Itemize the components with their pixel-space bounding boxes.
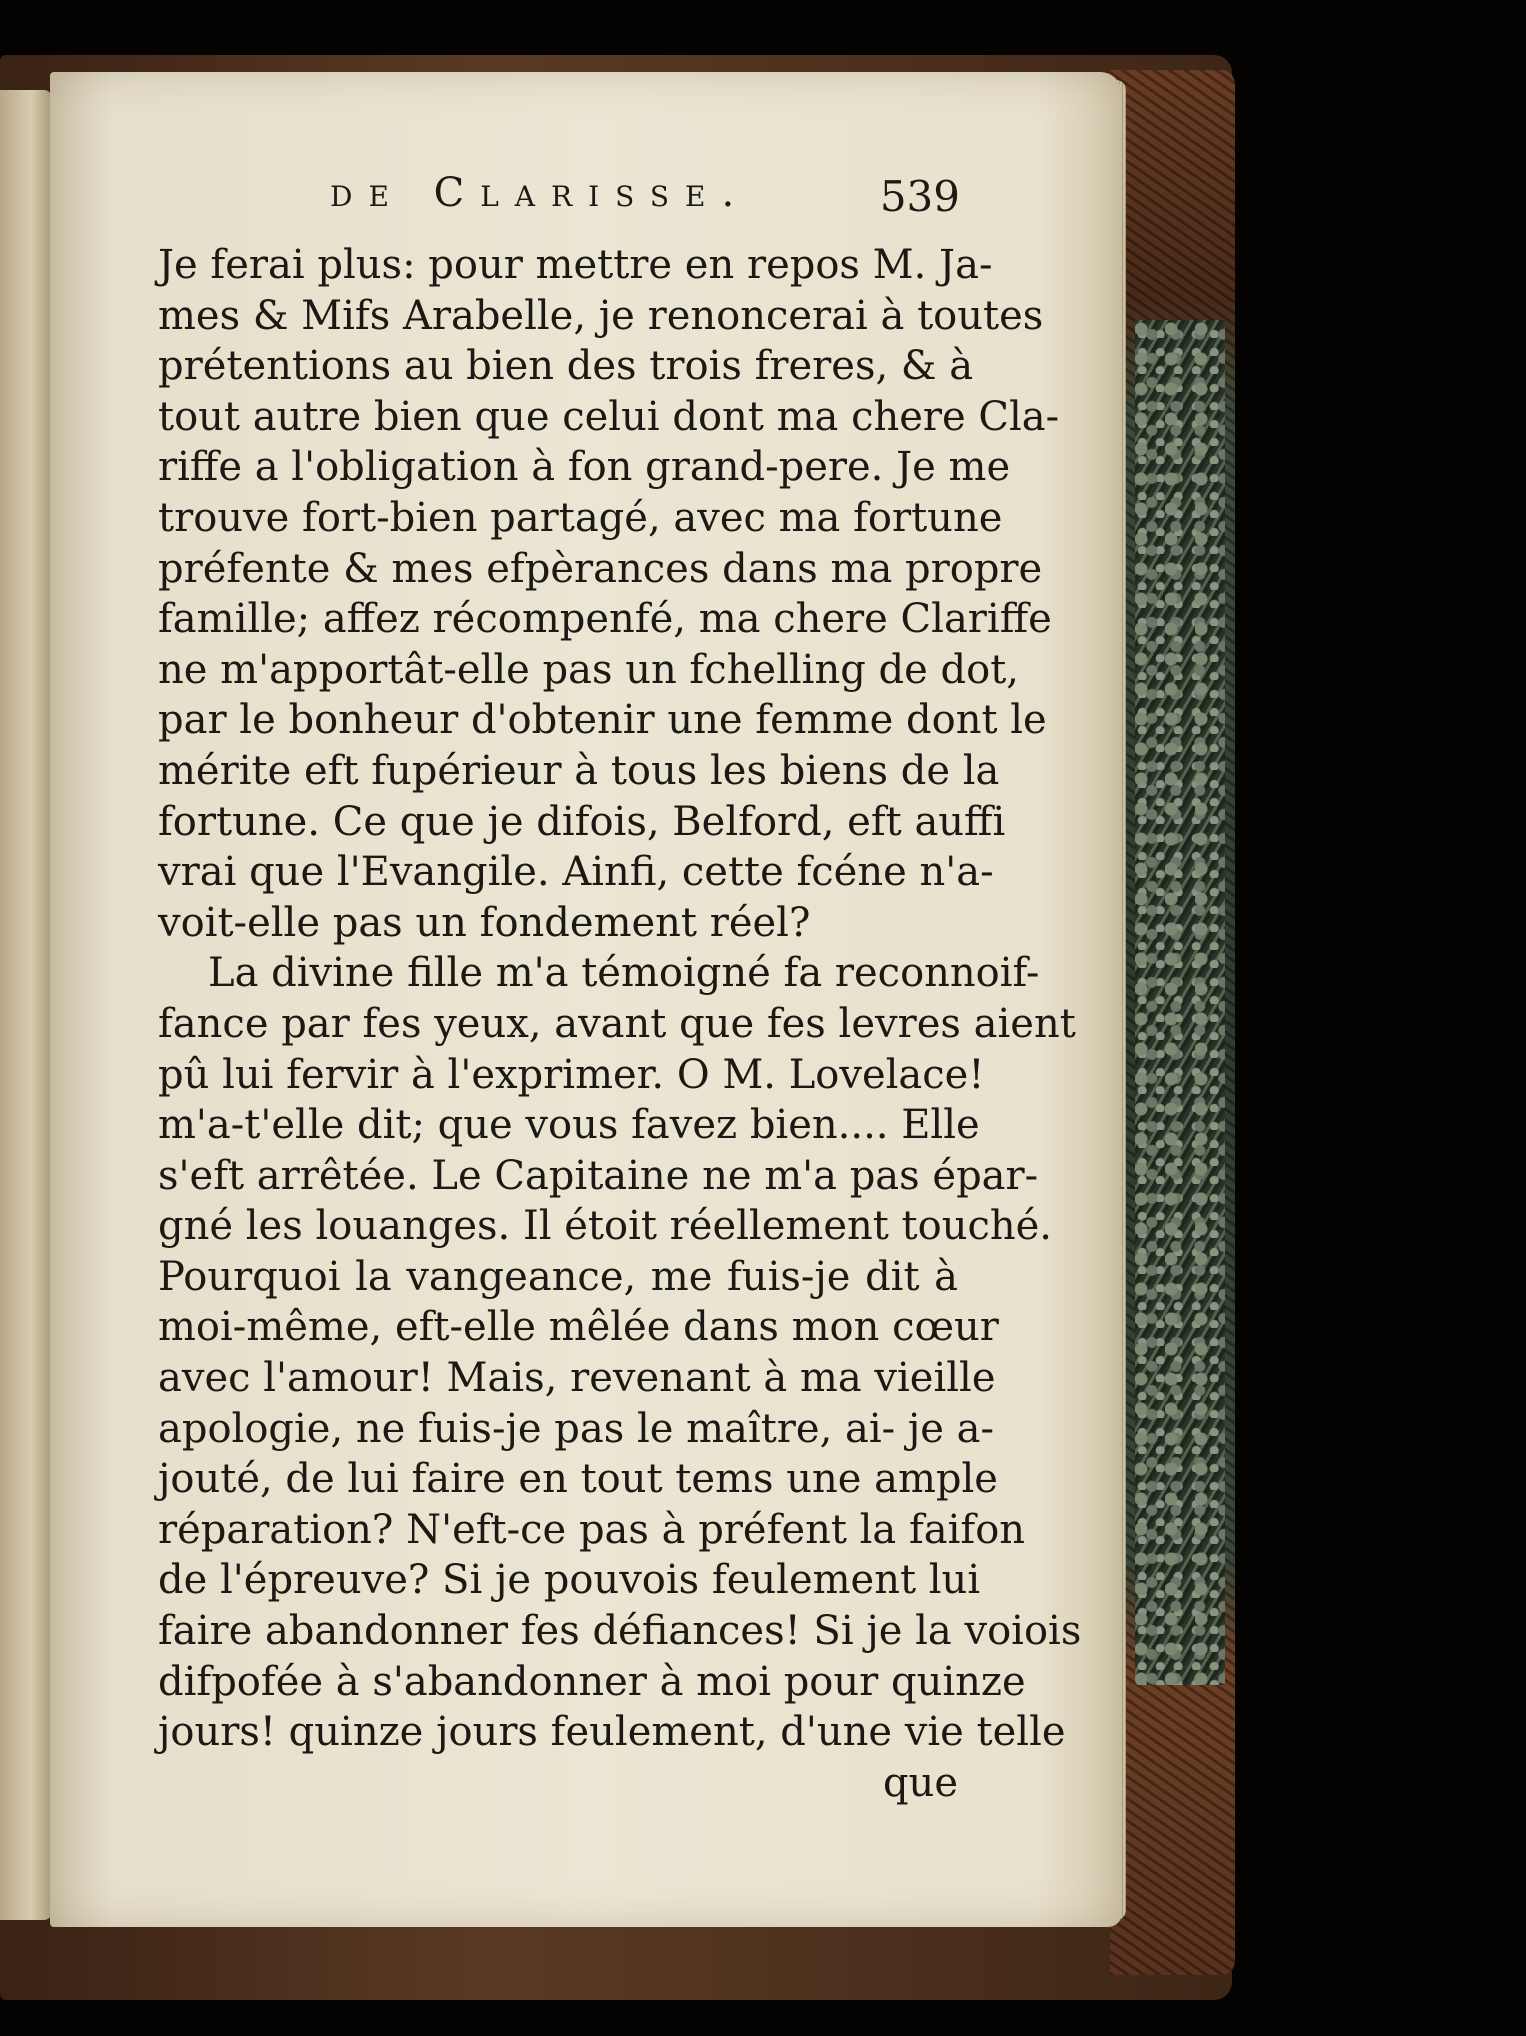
text-line: fortune. Ce que je difois, Belford, eft auffi xyxy=(158,798,1006,845)
text-line: de l'épreuve? Si je pouvois feulement lui xyxy=(158,1557,981,1604)
page-header xyxy=(160,160,980,230)
text-line: jours! quinze jours feulement, d'une vie telle xyxy=(158,1709,1066,1756)
text-line: tout autre bien que celui dont ma chere Cla- xyxy=(158,393,1060,440)
marbled-board xyxy=(1135,320,1225,1685)
text-line: avec l'amour! Mais, revenant à ma vieille xyxy=(158,1355,996,1402)
text-line: Je ferai plus: pour mettre en repos M. Ja- xyxy=(158,242,993,288)
text-line: s'eft arrêtée. Le Capitaine ne m'a pas épar- xyxy=(158,1152,1039,1199)
text-line: mes & Mifs Arabelle, je renoncerai à toutes xyxy=(158,292,1044,339)
page-number: 539 xyxy=(879,172,960,221)
text-line: famille; affez récompenfé, ma chere Clariffe xyxy=(158,596,1052,643)
text-line: apologie, ne fuis-je pas le maître, ai- je a- xyxy=(158,1405,995,1452)
paragraph-start-line: La divine fille m'a témoigné fa reconnoif- xyxy=(208,950,1040,997)
text-line: réparation? N'eft-ce pas à préfent la faifon xyxy=(158,1506,1026,1553)
text-line: trouve fort-bien partagé, avec ma fortune xyxy=(158,494,1003,541)
body-text xyxy=(158,240,1082,1808)
text-line: pû lui fervir à l'exprimer. O M. Lovelace! xyxy=(158,1051,985,1098)
text-line: faire abandonner fes défiances! Si je la voiois xyxy=(158,1608,1082,1655)
text-line: jouté, de lui faire en tout tems une ample xyxy=(158,1456,998,1503)
text-line: moi-même, eft-elle mêlée dans mon cœur xyxy=(158,1304,999,1351)
text-line: m'a-t'elle dit; que vous favez bien.... Elle xyxy=(158,1102,980,1149)
text-line: par le bonheur d'obtenir une femme dont le xyxy=(158,697,1047,744)
text-line: riffe a l'obligation à fon grand-pere. Je me xyxy=(158,444,1011,491)
text-line: Pourquoi la vangeance, me fuis-je dit à xyxy=(158,1253,958,1300)
running-title: de Clarisse. xyxy=(330,170,751,216)
text-line: difpofée à s'abandonner à moi pour quinze xyxy=(158,1658,1026,1705)
text-line: ne m'apportât-elle pas un fchelling de dot, xyxy=(158,646,1019,693)
text-line: voit-elle pas un fondement réel? xyxy=(158,899,811,946)
catchword: que xyxy=(882,1759,958,1806)
text-line: prétentions au bien des trois freres, & à xyxy=(158,343,974,390)
left-page-edge xyxy=(0,90,52,1920)
text-line: mérite eft fupérieur à tous les biens de la xyxy=(158,747,1000,794)
text-line: vrai que l'Evangile. Ainfi, cette fcéne n'a- xyxy=(158,849,994,896)
text-line: préfente & mes efpèrances dans ma propre xyxy=(158,545,1043,592)
text-line: gné les louanges. Il étoit réellement touché. xyxy=(158,1203,1053,1250)
text-line: fance par fes yeux, avant que fes levres aient xyxy=(158,1000,1076,1047)
